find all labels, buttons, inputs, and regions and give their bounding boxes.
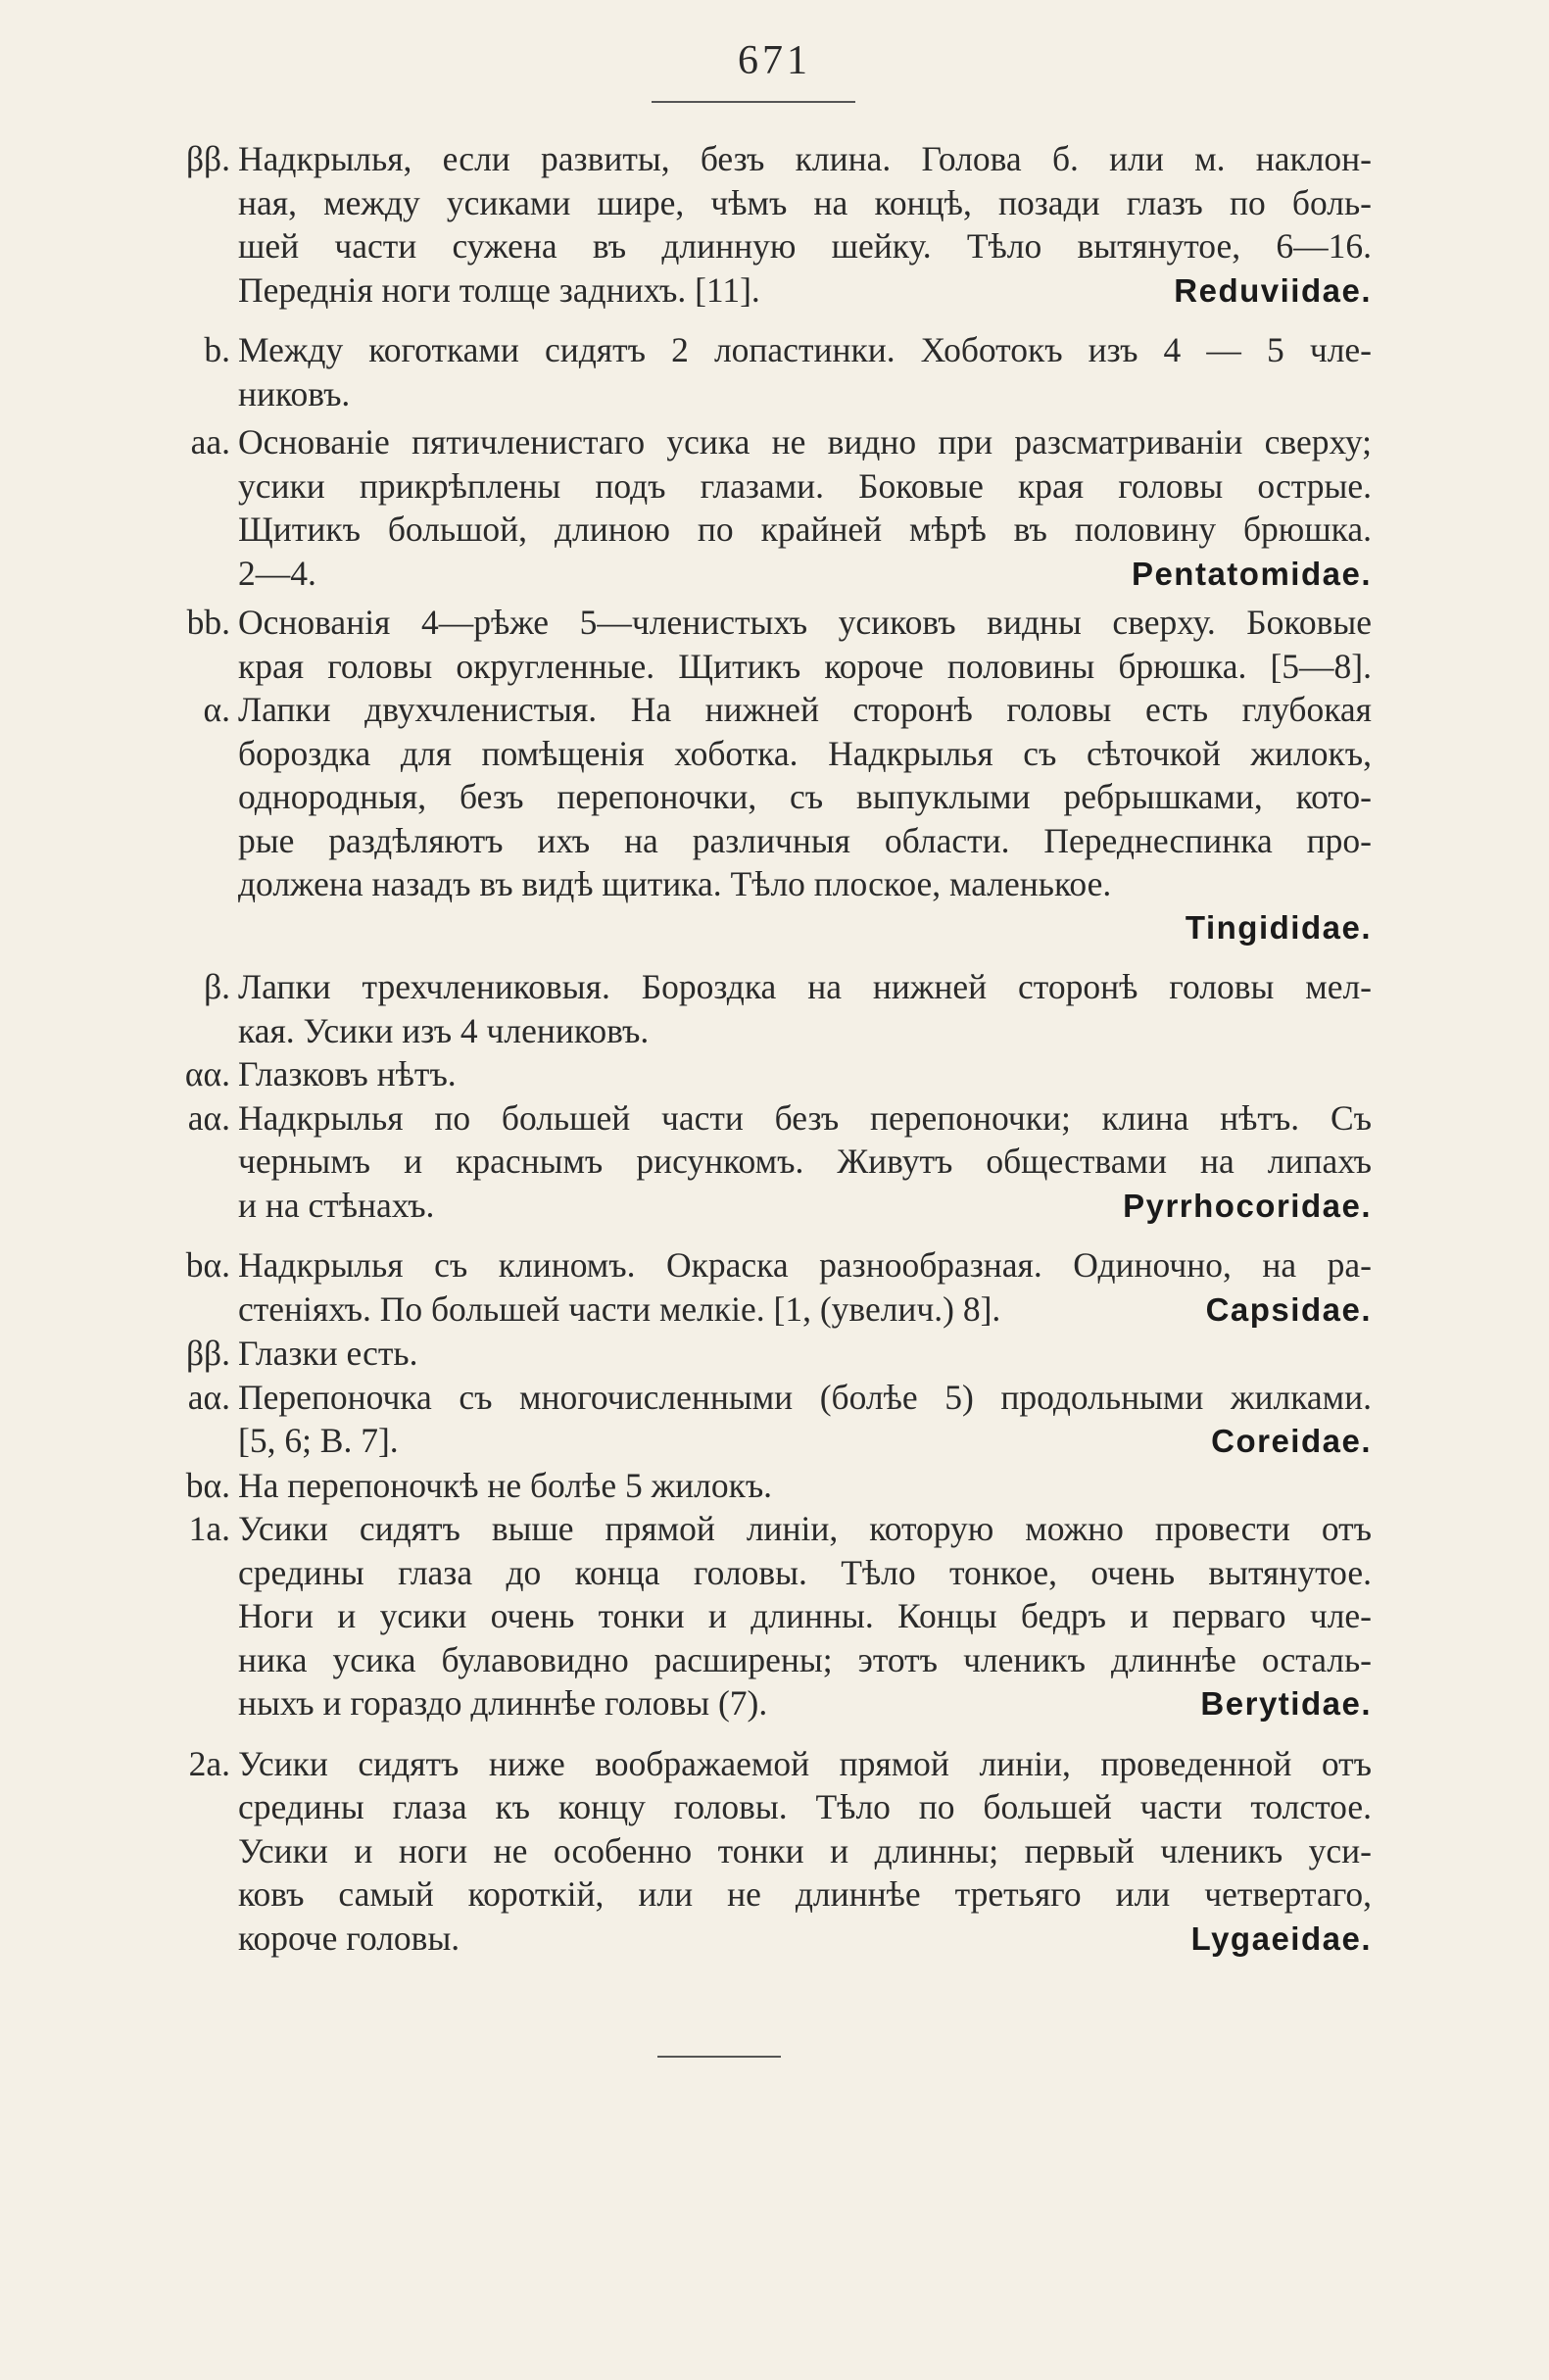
entry-text-line: Усики и ноги не особенно тонки и длинны; первый членикъ уси- <box>238 1830 1372 1870</box>
entry-text-line: Щитикъ большой, длиною по крайней мѣрѣ въ половину брюшка. <box>238 510 1372 549</box>
family-name: Pentatomidae. <box>1131 555 1372 592</box>
entry-text-line: средины глаза къ концу головы. Тѣло по большей части толстое. <box>238 1787 1372 1826</box>
entry-text-line: бороздка для помѣщенія хоботка. Надкрылья съ сѣточкой жилокъ, <box>238 733 1372 773</box>
entry-last-line <box>238 1287 1372 1333</box>
entry-marker: bα. <box>185 1465 230 1505</box>
entry-text-line: Надкрылья, если развиты, безъ клина. Голова б. или м. наклон- <box>238 139 1372 178</box>
entry-text-line: Перепоночка съ многочисленными (болѣе 5) продольными жилками. <box>238 1377 1372 1417</box>
footer-rule <box>657 2056 781 2058</box>
key-entry <box>147 601 1372 688</box>
entry-text-line: однородныя, безъ перепоночки, съ выпуклыми ребрышками, кото- <box>238 777 1372 816</box>
entry-text-line: Переднія ноги толще заднихъ. [11]. <box>238 269 760 310</box>
key-entry <box>147 1376 1372 1464</box>
entry-last-line <box>238 1917 1372 1962</box>
entry-text-line: короче головы. <box>238 1918 460 1958</box>
entry-text-line: должена назадъ въ видѣ щитика. Тѣло плоское, маленькое. <box>238 864 1112 903</box>
entry-last-line <box>238 1681 1372 1726</box>
entry-text-line: Основаніе пятичленистаго усика не видно при разсматриваніи сверху; <box>238 422 1372 461</box>
entry-text-line: Усики сидятъ выше прямой линіи, которую можно провести отъ <box>238 1509 1372 1548</box>
entry-marker: bα. <box>185 1245 230 1285</box>
entry-text-line: Лапки трехчлениковыя. Бороздка на нижней сторонѣ головы мел- <box>238 967 1372 1006</box>
entry-text-line: 2—4. <box>238 553 316 593</box>
entry-marker: aα. <box>187 1097 230 1138</box>
entry-marker: β. <box>204 967 230 1006</box>
page-number: 671 <box>738 38 811 83</box>
family-name: Tingididae. <box>1185 908 1372 946</box>
key-entry <box>147 137 1372 313</box>
entry-marker: aa. <box>190 422 230 461</box>
entry-text-line: и на стѣнахъ. <box>238 1185 435 1225</box>
key-entry <box>147 328 1372 415</box>
entry-text-line: кая. Усики изъ 4 члениковъ. <box>238 1010 650 1050</box>
key-entry <box>147 1052 1372 1096</box>
entry-text-line: стеніяхъ. По большей части мелкіе. [1, (увелич.) 8]. <box>238 1288 1001 1329</box>
key-entry <box>147 1464 1372 1508</box>
key-entry <box>147 965 1372 1052</box>
entry-text-line: [5, 6; В. 7]. <box>238 1421 399 1460</box>
entry-text-line: Лапки двухчленистыя. На нижней сторонѣ головы есть глубокая <box>238 690 1372 729</box>
key-entry <box>147 420 1372 596</box>
entry-last-line <box>238 1184 1372 1229</box>
key-entry <box>147 1243 1372 1332</box>
entry-text-line: Глазковъ нѣтъ. <box>238 1054 457 1093</box>
entry-text-line: На перепоночкѣ не болѣе 5 жилокъ. <box>238 1465 773 1505</box>
family-name: Coreidae. <box>1211 1423 1372 1459</box>
key-entries <box>147 137 1372 1961</box>
entry-text-line: ника усика булавовидно расширены; этотъ членикъ длиннѣе осталь- <box>238 1639 1372 1679</box>
entry-text-line: Глазки есть. <box>238 1334 418 1373</box>
entry-text-line: шей части сужена въ длинную шейку. Тѣло вытянутое, 6—16. <box>238 226 1372 266</box>
key-entry <box>147 1332 1372 1376</box>
entry-last-line <box>238 1419 1372 1464</box>
entry-text-line: края головы округленные. Щитикъ короче половины брюшка. [5—8]. <box>238 646 1372 686</box>
entry-text-line: Ноги и усики очень тонки и длинны. Концы бедръ и перваго чле- <box>238 1596 1372 1635</box>
entry-text-line: Надкрылья по большей части безъ перепоночки; клина нѣтъ. Съ <box>238 1097 1372 1138</box>
entry-last-line <box>238 552 1372 597</box>
entry-text-line: ковъ самый короткій, или не длиннѣе третьяго или четвертаго, <box>238 1874 1372 1914</box>
key-entry <box>147 1507 1372 1726</box>
entry-text-line: рые раздѣляютъ ихъ на различныя области. Переднеспинка про- <box>238 820 1372 860</box>
key-entry <box>147 688 1372 949</box>
family-name: Berytidae. <box>1200 1685 1372 1722</box>
entry-marker: ββ. <box>186 1334 230 1373</box>
entry-marker: 2a. <box>188 1743 230 1783</box>
family-name: Reduviidae. <box>1174 271 1372 309</box>
header-rule <box>652 101 855 103</box>
key-entry <box>147 1742 1372 1962</box>
entry-marker: ββ. <box>186 139 230 178</box>
entry-marker: 1a. <box>188 1509 230 1548</box>
entry-text-line: ныхъ и гораздо длиннѣе головы (7). <box>238 1683 768 1723</box>
entry-text-line: никовъ. <box>238 373 351 413</box>
entry-marker: α. <box>203 690 230 729</box>
entry-marker: aα. <box>187 1377 230 1417</box>
entry-text-line: Усики сидятъ ниже воображаемой прямой линіи, проведенной отъ <box>238 1743 1372 1783</box>
key-entry <box>147 1096 1372 1229</box>
entry-text-line: средины глаза до конца головы. Тѣло тонкое, очень вытянутое. <box>238 1552 1372 1592</box>
entry-marker: b. <box>204 330 230 369</box>
entry-last-line <box>238 268 1372 314</box>
family-name: Pyrrhocoridae. <box>1123 1187 1372 1224</box>
entry-text-line: усики прикрѣплены подъ глазами. Боковые края головы острые. <box>238 465 1372 506</box>
entry-marker: bb. <box>186 603 230 642</box>
family-name: Lygaeidae. <box>1190 1919 1372 1957</box>
family-name: Capsidae. <box>1205 1290 1372 1328</box>
entry-text-line: чернымъ и краснымъ рисункомъ. Живутъ обществами на липахъ <box>238 1141 1372 1181</box>
entry-text-line: Надкрылья съ клиномъ. Окраска разнообразная. Одиночно, на ра- <box>238 1245 1372 1285</box>
entry-text-line: Основанія 4—рѣже 5—членистыхъ усиковъ видны сверху. Боковые <box>238 603 1372 642</box>
entry-text-line: Между коготками сидятъ 2 лопастинки. Хоботокъ изъ 4 — 5 чле- <box>238 330 1372 369</box>
entry-text-line: ная, между усиками шире, чѣмъ на концѣ, позади глазъ по боль- <box>238 182 1372 222</box>
entry-marker: αα. <box>184 1054 230 1093</box>
